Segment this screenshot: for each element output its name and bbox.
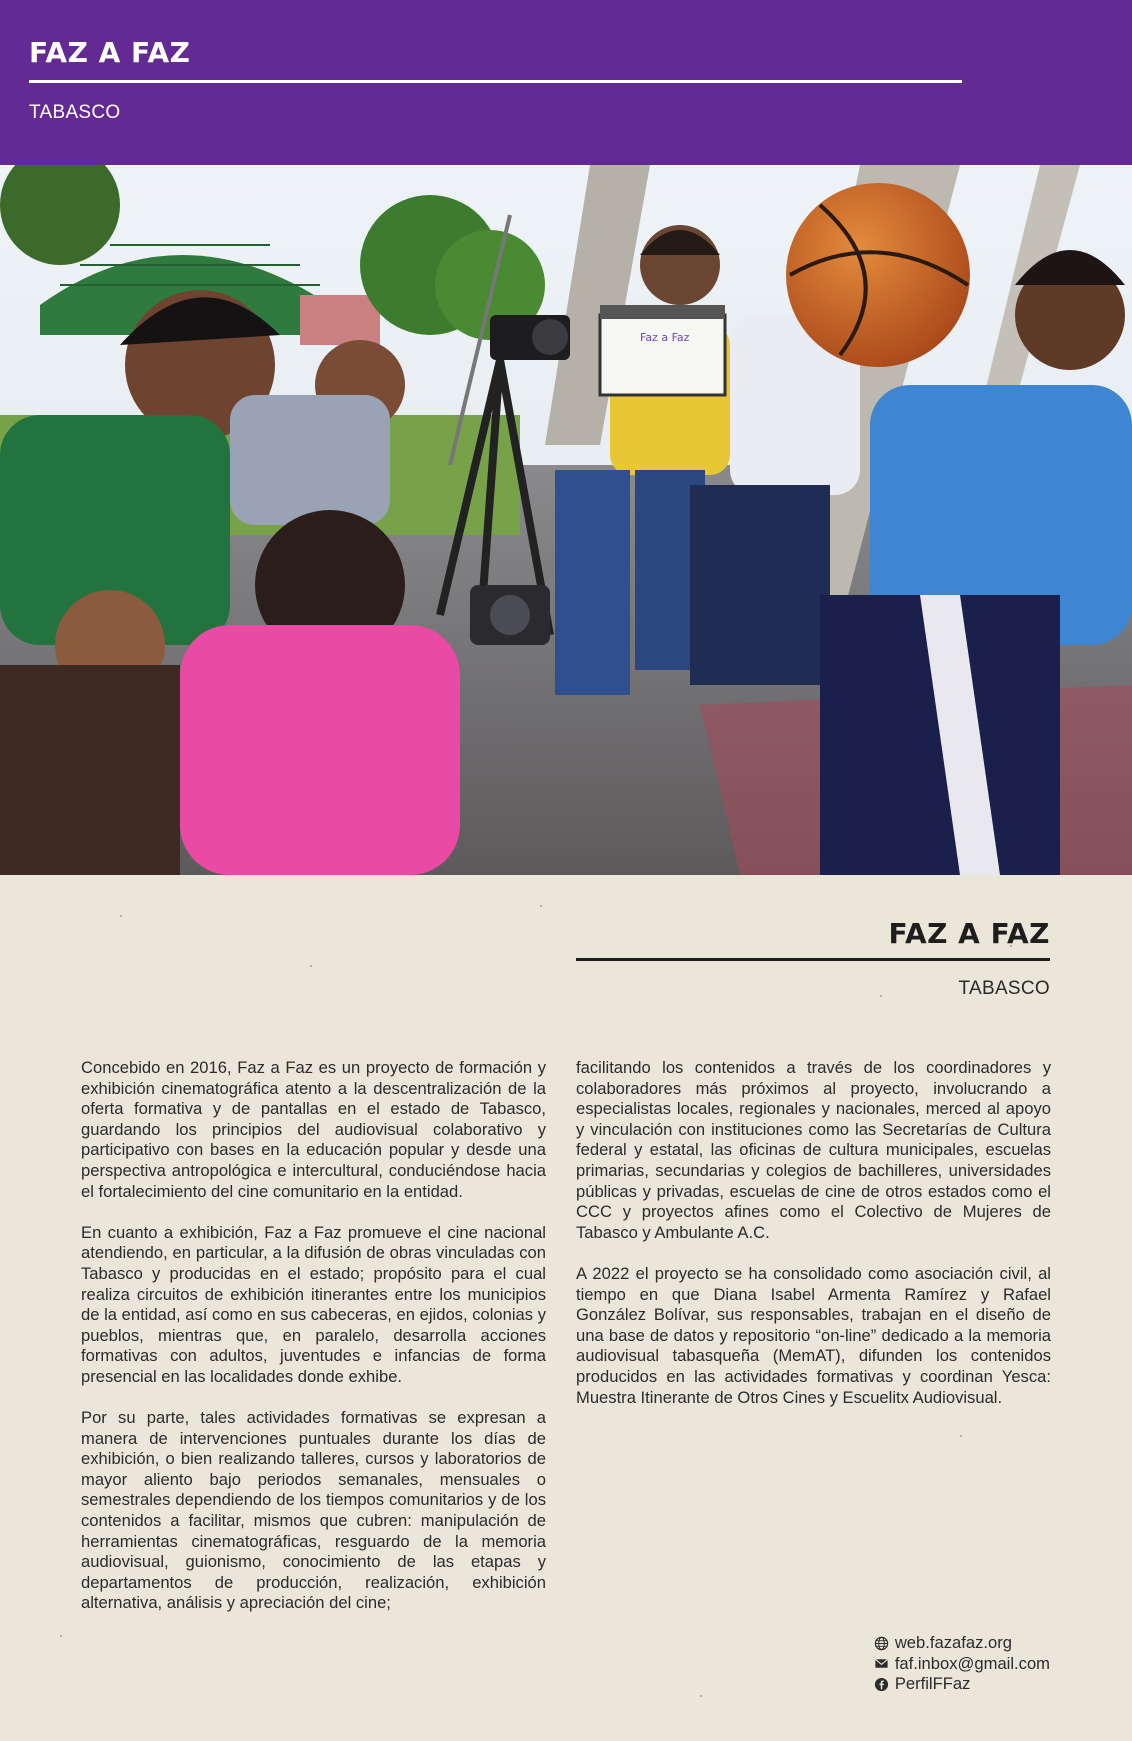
header-subtitle: TABASCO xyxy=(29,102,121,123)
contact-facebook[interactable] xyxy=(874,1674,1050,1695)
contact-email-text: faf.inbox@gmail.com xyxy=(894,1653,1050,1673)
header-title: FAZ A FAZ xyxy=(29,36,191,69)
photo-children-filming xyxy=(0,165,1132,875)
paragraph: Por su parte, tales actividades formativas se expresan a manera de intervenciones puntuales durante los días de exhibición, o bien realizando talleres, cursos y laboratorios de mayor aliento bajo periodos semanales, mensuales o semestrales dependiendo de los tiempos comunitarios y de los contenidos a facilitar, mismos que cubren: manipulación de herramientas cinematográficas, resguardo de la memoria audiovisual, guionismo, conocimiento de las etapas y departamentos de producción, realización, exhibición alternativa, análisis y apreciación del cine; xyxy=(81,1408,546,1613)
section-subtitle: TABASCO xyxy=(958,978,1050,999)
section-rule xyxy=(576,958,1050,961)
header-rule xyxy=(29,80,962,83)
envelope-icon xyxy=(874,1656,889,1671)
paragraph: facilitando los contenidos a través de los coordinadores y colaboradores más próximos al proyecto, involucrando a especialistas locales, regionales y nacionales, merced al apoyo y vinculación con instituciones como las Secretarías de Cultura federal y estatal, las oficinas de cultura municipales, escuelas primarias, secundarias y colegios de bachilleres, universidades públicas y privadas, escuelas de cine de otros estados como el CCC y proyectos afines como el Colectivo de Mujeres de Tabasco y Ambulante A.C. xyxy=(576,1058,1051,1242)
section-title: FAZ A FAZ xyxy=(888,917,1050,950)
contact-web[interactable] xyxy=(874,1633,1050,1654)
contact-list xyxy=(874,1633,1050,1695)
header-banner xyxy=(0,0,1132,165)
body-column-right xyxy=(576,1058,1051,1429)
body-column-left xyxy=(81,1058,546,1635)
paragraph: Concebido en 2016, Faz a Faz es un proyecto de formación y exhibición cinematográfica atento a la descentralización de la oferta formativa y de pantallas en el estado de Tabasco, guardando los principios del audiovisual colaborativo y participativo con bases en la educación popular y desde una perspectiva antropológica e intercultural, conduciéndose hacia el fortalecimiento del cine comunitario en la entidad. xyxy=(81,1058,546,1201)
contact-email[interactable] xyxy=(874,1654,1050,1675)
contact-facebook-text: PerfilFFaz xyxy=(894,1674,971,1694)
globe-icon xyxy=(874,1636,889,1651)
contact-web-text: web.fazafaz.org xyxy=(894,1633,1012,1652)
paragraph: A 2022 el proyecto se ha consolidado como asociación civil, al tiempo en que Diana Isabel Armenta Ramírez y Rafael González Bolívar, sus responsables, trabajan en el diseño de una base de datos y repositorio “on-line” dedicado a la memoria audiovisual tabasqueña (MemAT), difunden los contenidos producidos en las actividades formativas y coordinan Yesca: Muestra Itinerante de Otros Cines y Escuelitx Audiovisual. xyxy=(576,1263,1051,1407)
facebook-icon xyxy=(874,1677,889,1692)
clapperboard-text: Faz a Faz xyxy=(640,331,690,344)
paragraph: En cuanto a exhibición, Faz a Faz promueve el cine nacional atendiendo, en particular, a la difusión de obras vinculadas con Tabasco y producidas en el estado; propósito para el cual realiza circuitos de exhibición itinerantes entre los municipios de la entidad, así como en sus cabeceras, en ejidos, colonias y pueblos, mientras que, en paralelo, desarrolla acciones formativas con adultos, juventudes e infancias de forma presencial en las localidades donde exhibe. xyxy=(81,1222,546,1386)
